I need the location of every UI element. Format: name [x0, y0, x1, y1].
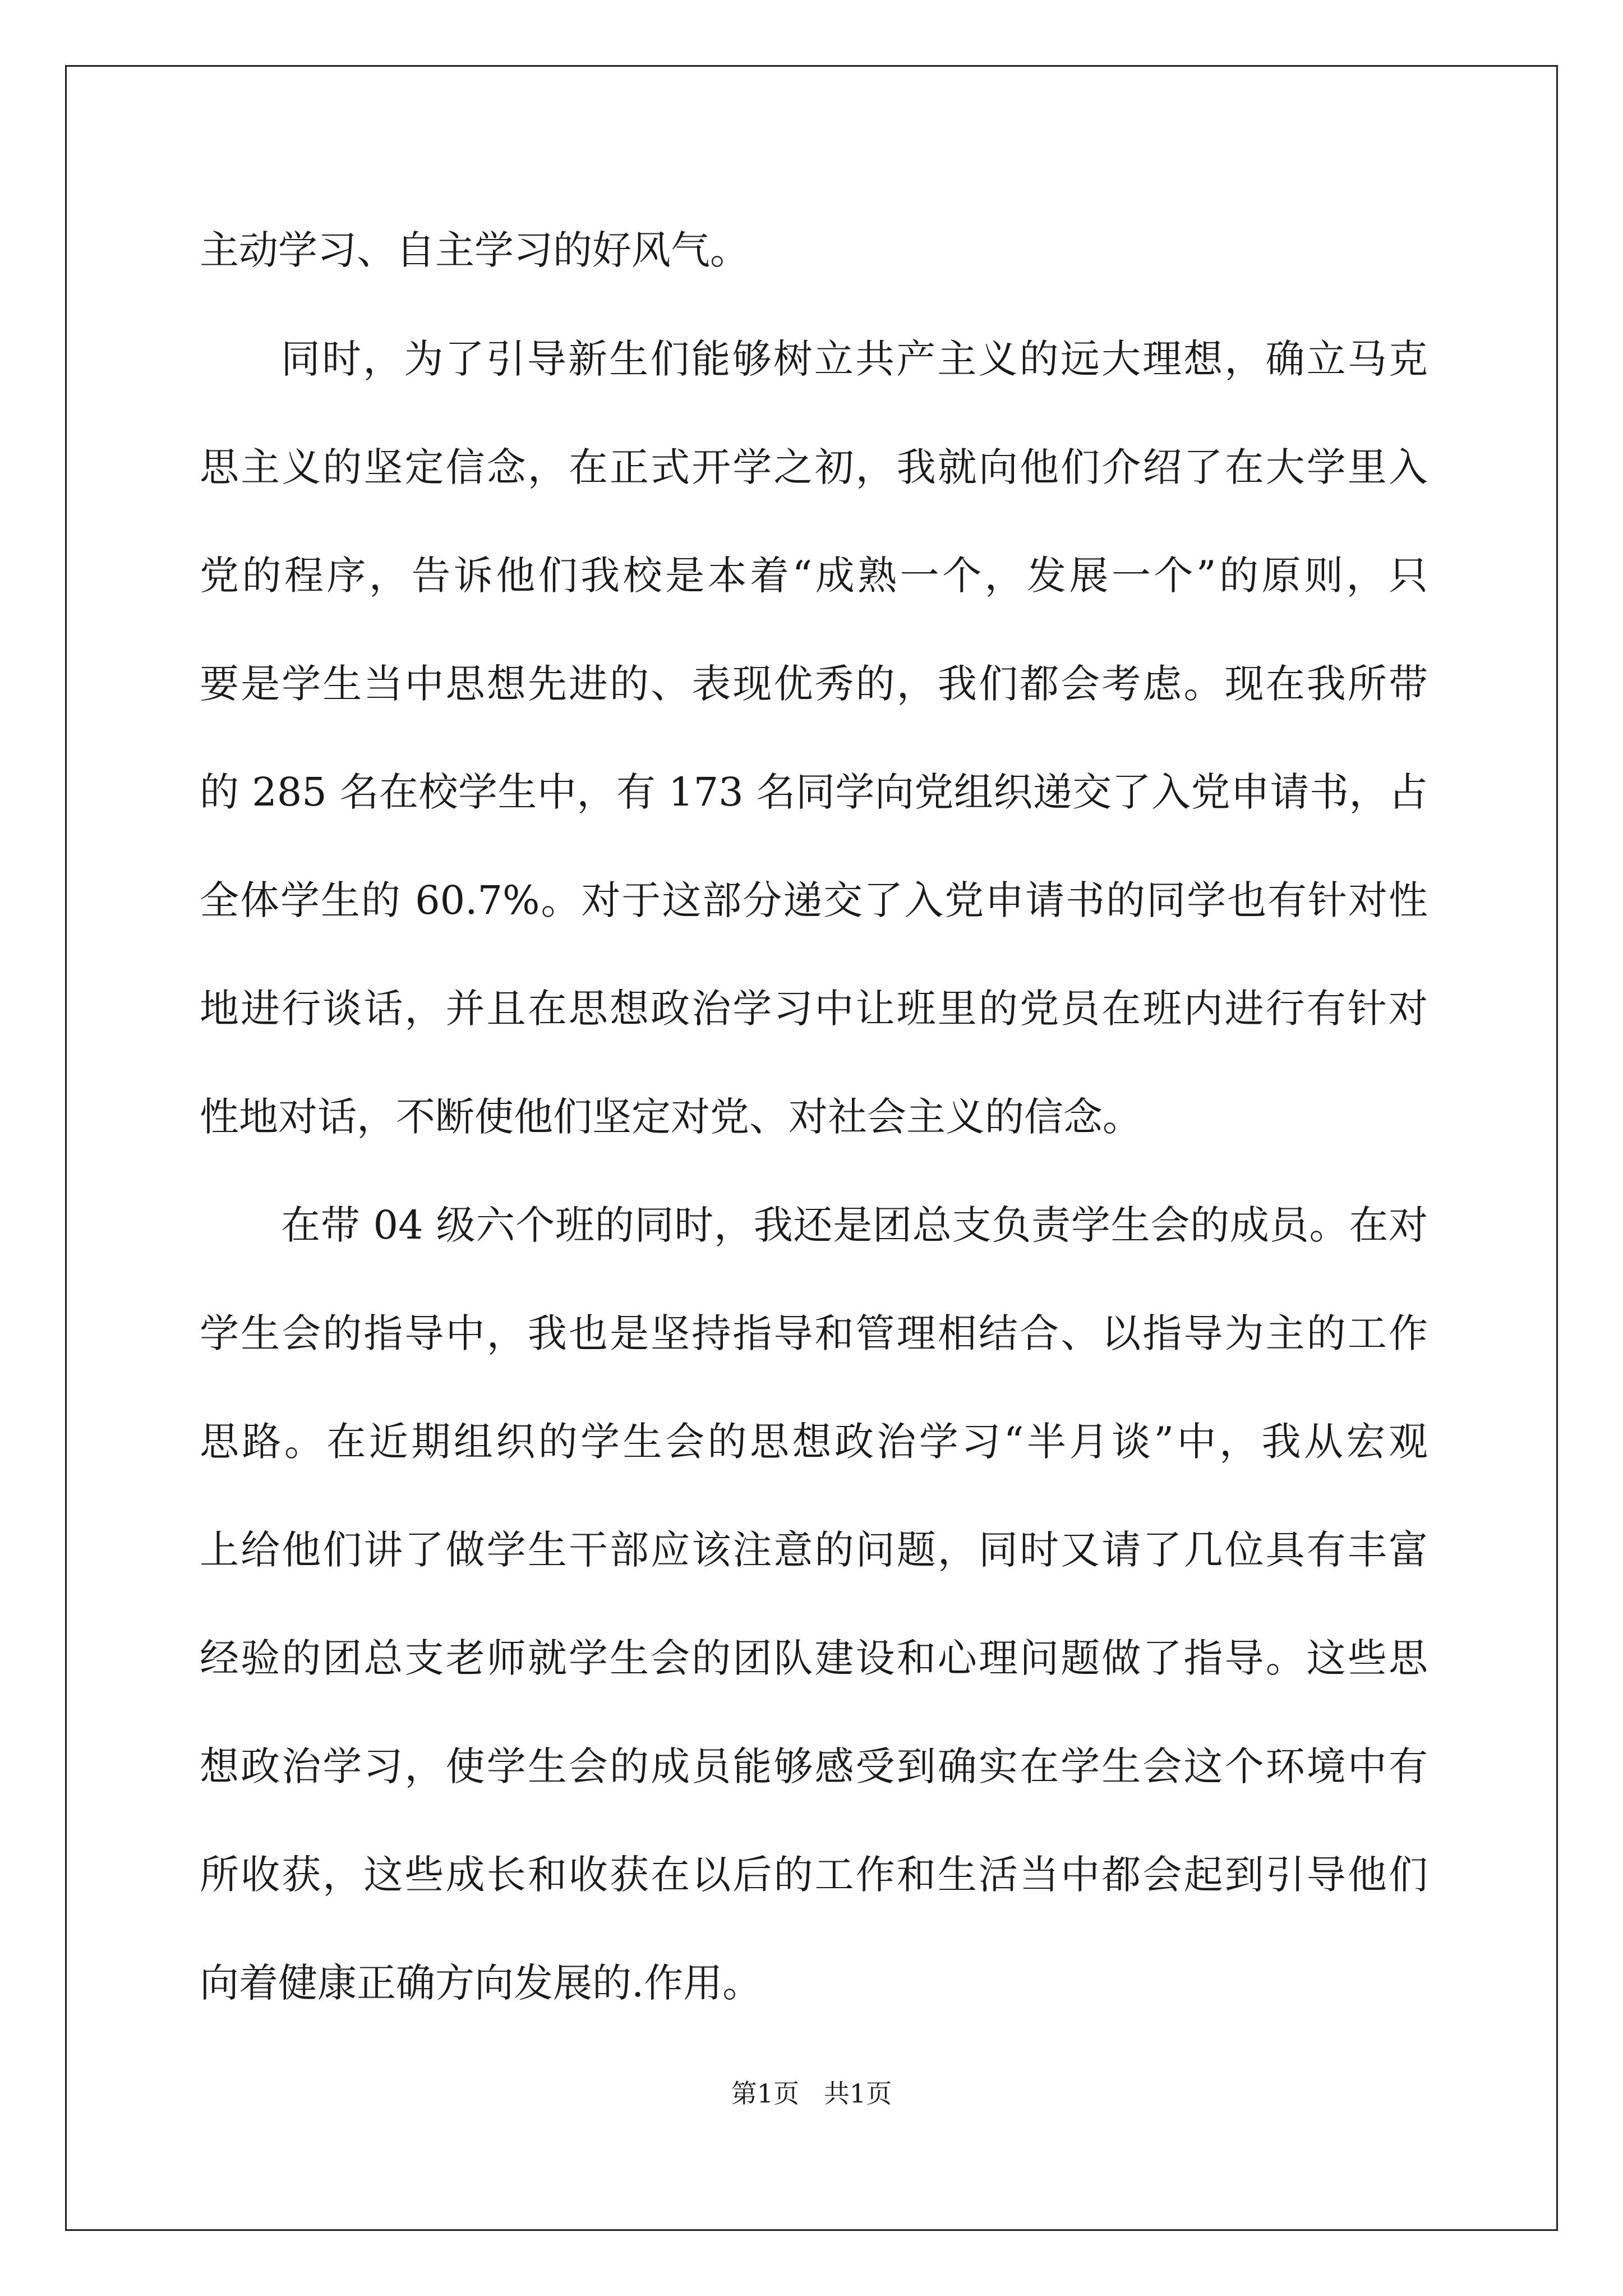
text-line: 地进行谈话，并且在思想政治学习中让班里的党员在班内进行有针对 [200, 986, 1428, 1032]
text-line: 的 285 名在校学生中，有 173 名同学向党组织递交了入党申请书，占 [200, 769, 1428, 815]
text-line: 性地对话，不断使他们坚定对党、对社会主义的信念。 [200, 1094, 1142, 1140]
text-line: 经验的团总支老师就学生会的团队建设和心理问题做了指导。这些思 [200, 1635, 1428, 1681]
paragraph-first-line: 同时，为了引导新生们能够树立共产主义的远大理想，确立马克 [281, 336, 1428, 382]
text-line: 上给他们讲了做学生干部应该注意的问题，同时又请了几位具有丰富 [200, 1527, 1428, 1573]
page-number-footer: 第1页 共1页 [731, 2078, 892, 2109]
text-line: 思主义的坚定信念，在正式开学之初，我就向他们介绍了在大学里入 [200, 444, 1428, 490]
text-line: 学生会的指导中，我也是坚持指导和管理相结合、以指导为主的工作 [200, 1310, 1428, 1356]
text-line: 向着健康正确方向发展的.作用。 [200, 1960, 762, 2006]
text-line: 要是学生当中思想先进的、表现优秀的，我们都会考虑。现在我所带 [200, 661, 1428, 707]
text-line: 主动学习、自主学习的好风气。 [200, 227, 749, 273]
text-line: 党的程序，告诉他们我校是本着“成熟一个，发展一个”的原则，只 [200, 553, 1428, 599]
text-line: 思路。在近期组织的学生会的思想政治学习“半月谈”中，我从宏观 [200, 1419, 1428, 1465]
text-line: 想政治学习，使学生会的成员能够感受到确实在学生会这个环境中有 [200, 1743, 1428, 1789]
text-line: 全体学生的 60.7%。对于这部分递交了入党申请书的同学也有针对性 [200, 877, 1428, 923]
paragraph-first-line: 在带 04 级六个班的同时，我还是团总支负责学生会的成员。在对 [281, 1202, 1428, 1248]
text-line: 所收获，这些成长和收获在以后的工作和生活当中都会起到引导他们 [200, 1852, 1428, 1898]
